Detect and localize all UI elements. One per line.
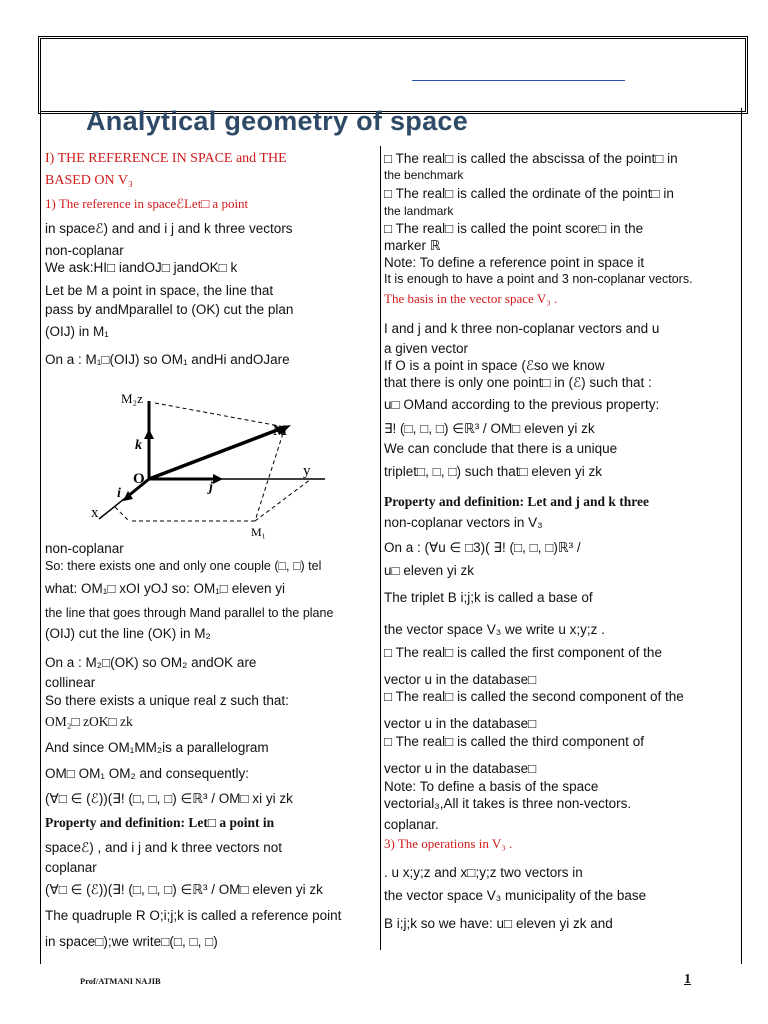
right-column-line: □ The real□ is called the ordinate of the point□ in bbox=[384, 186, 674, 201]
left-column-line: OM₂□ zOK□ zk bbox=[45, 714, 133, 729]
right-column-line: vector u in the database□ bbox=[384, 761, 537, 776]
left-column-line: BASED ON V₃ bbox=[45, 173, 133, 188]
figure-label-m1: M₁ bbox=[251, 525, 266, 539]
right-column-line: u□ eleven yi zk bbox=[384, 563, 474, 578]
right-column-line: that there is only one point□ in (ℰ) such that : bbox=[384, 375, 652, 390]
left-column-line: in space□);we write□(□, □, □) bbox=[45, 934, 218, 949]
left-column-line: in spaceℰ) and and i j and k three vectors bbox=[45, 221, 293, 236]
figure-label-x: x bbox=[91, 505, 99, 521]
page-border-left bbox=[40, 108, 41, 964]
right-column-line: the vector space V₃ we write u x;y;z . bbox=[384, 622, 605, 637]
right-column-line: triplet□, □, □) such that□ eleven yi zk bbox=[384, 464, 602, 479]
page-border-right bbox=[741, 108, 742, 964]
right-column-line: It is enough to have a point and 3 non-coplanar vectors. bbox=[384, 272, 693, 286]
right-column-line: The triplet B i;j;k is called a base of bbox=[384, 590, 593, 605]
right-column-line: 3) The operations in V₃ . bbox=[384, 836, 513, 851]
right-column-line: □ The real□ is called the point score□ in the bbox=[384, 221, 644, 236]
right-column-line: Property and definition: Let and j and k three bbox=[384, 494, 650, 509]
left-column-line: (OIJ) in M₁ bbox=[45, 324, 109, 339]
figure-label-i: i bbox=[117, 486, 121, 501]
left-column-line: pass by andMparallel to (OK) cut the plan bbox=[45, 302, 294, 317]
right-column-line: □ The real□ is called the first component of the bbox=[384, 645, 662, 660]
right-column-line: If O is a point in space (ℰso we know bbox=[384, 358, 605, 373]
right-column-line: □ The real□ is called the abscissa of the point□ in bbox=[384, 151, 678, 166]
left-column-line: non-coplanar bbox=[45, 541, 124, 556]
left-column-line: coplanar bbox=[45, 860, 97, 875]
left-column-line: On a : M₂□(OK) so OM₂ andOK are bbox=[45, 655, 257, 670]
right-column-line: marker ℝ bbox=[384, 238, 441, 253]
right-column-line: □ The real□ is called the third component of bbox=[384, 734, 644, 749]
left-column-line: On a : M₁□(OIJ) so OM₁ andHi andOJare bbox=[45, 352, 290, 367]
left-column-line: non-coplanar bbox=[45, 243, 124, 258]
right-column-line: vector u in the database□ bbox=[384, 716, 537, 731]
left-column-line: the line that goes through Mand parallel to the plane bbox=[45, 606, 334, 620]
right-column-line: non-coplanar vectors in V₃ bbox=[384, 515, 543, 530]
left-column-line: (∀□ ∈ (ℰ))(∃! (□, □, □) ∈ℝ³ / OM□ eleven yi zk bbox=[45, 882, 323, 897]
left-column-line: And since OM₁MM₂is a parallelogram bbox=[45, 740, 269, 755]
page-number: 1 bbox=[684, 972, 691, 987]
column-divider bbox=[380, 146, 381, 950]
right-column-line: Note: To define a basis of the space bbox=[384, 779, 599, 794]
footer-author: Prof/ATMANI NAJIB bbox=[80, 976, 161, 986]
left-column-line: collinear bbox=[45, 675, 96, 690]
left-column-line: (OIJ) cut the line (OK) in M₂ bbox=[45, 626, 211, 641]
right-column-line: the landmark bbox=[384, 204, 454, 218]
right-column-line: ∃! (□, □, □) ∈ℝ³ / OM□ eleven yi zk bbox=[384, 421, 595, 436]
coordinate-figure bbox=[85, 383, 355, 543]
left-column-line: Property and definition: Let□ a point in bbox=[45, 815, 275, 830]
left-column-line: So: there exists one and only one couple (□, □) tel bbox=[45, 559, 322, 573]
left-column-line: (∀□ ∈ (ℰ))(∃! (□, □, □) ∈ℝ³ / OM□ xi yi zk bbox=[45, 791, 293, 806]
right-column-line: vector u in the database□ bbox=[384, 672, 537, 687]
left-column-line: spaceℰ) , and i j and k three vectors not bbox=[45, 840, 283, 855]
right-column-line: □ The real□ is called the second component of the bbox=[384, 689, 684, 704]
right-column-line: The basis in the vector space V₃ . bbox=[384, 291, 558, 306]
figure-label-j: j bbox=[209, 480, 213, 495]
right-column-line: B i;j;k so we have: u□ eleven yi zk and bbox=[384, 916, 613, 931]
page-title: Analytical geometry of space bbox=[86, 106, 469, 136]
header-link-line bbox=[412, 80, 625, 81]
left-column-line: what: OM₁□ xOI yOJ so: OM₁□ eleven yi bbox=[45, 581, 285, 596]
right-column-line: the vector space V₃ municipality of the base bbox=[384, 888, 647, 903]
figure-label-m2z: M₂z bbox=[121, 391, 143, 406]
left-column-line: We ask:HI□ iandOJ□ jandOK□ k bbox=[45, 260, 238, 275]
left-column-line: I) THE REFERENCE IN SPACE and THE bbox=[45, 151, 287, 166]
right-column-line: . u x;y;z and x□;y;z two vectors in bbox=[384, 865, 583, 880]
right-column-line: We can conclude that there is a unique bbox=[384, 441, 618, 456]
figure-label-k: k bbox=[135, 438, 142, 453]
right-column-line: Note: To define a reference point in space it bbox=[384, 255, 645, 270]
right-column-line: coplanar. bbox=[384, 817, 439, 832]
left-column-line: The quadruple R O;i;j;k is called a reference point bbox=[45, 908, 342, 923]
figure-label-o: O bbox=[133, 471, 145, 487]
left-column-line: 1) The reference in spaceℰLet□ a point bbox=[45, 196, 249, 211]
left-column-line: So there exists a unique real z such that: bbox=[45, 693, 289, 708]
right-column-line: the benchmark bbox=[384, 168, 464, 182]
right-column-line: a given vector bbox=[384, 341, 469, 356]
right-column-line: vectorial₃,All it takes is three non-vectors. bbox=[384, 796, 632, 811]
left-column-line: Let be M a point in space, the line that bbox=[45, 283, 274, 298]
left-column-line: OM□ OM₁ OM₂ and consequently: bbox=[45, 766, 250, 781]
right-column-line: u□ OMand according to the previous property: bbox=[384, 397, 660, 412]
right-column-line: On a : (∀u ∈ □3)( ∃! (□, □, □)ℝ³ / bbox=[384, 540, 581, 555]
figure-label-y: y bbox=[303, 463, 311, 479]
figure-label-m: M bbox=[273, 423, 288, 439]
right-column-line: I and j and k three non-coplanar vectors and u bbox=[384, 321, 660, 336]
header-frame bbox=[38, 36, 748, 114]
